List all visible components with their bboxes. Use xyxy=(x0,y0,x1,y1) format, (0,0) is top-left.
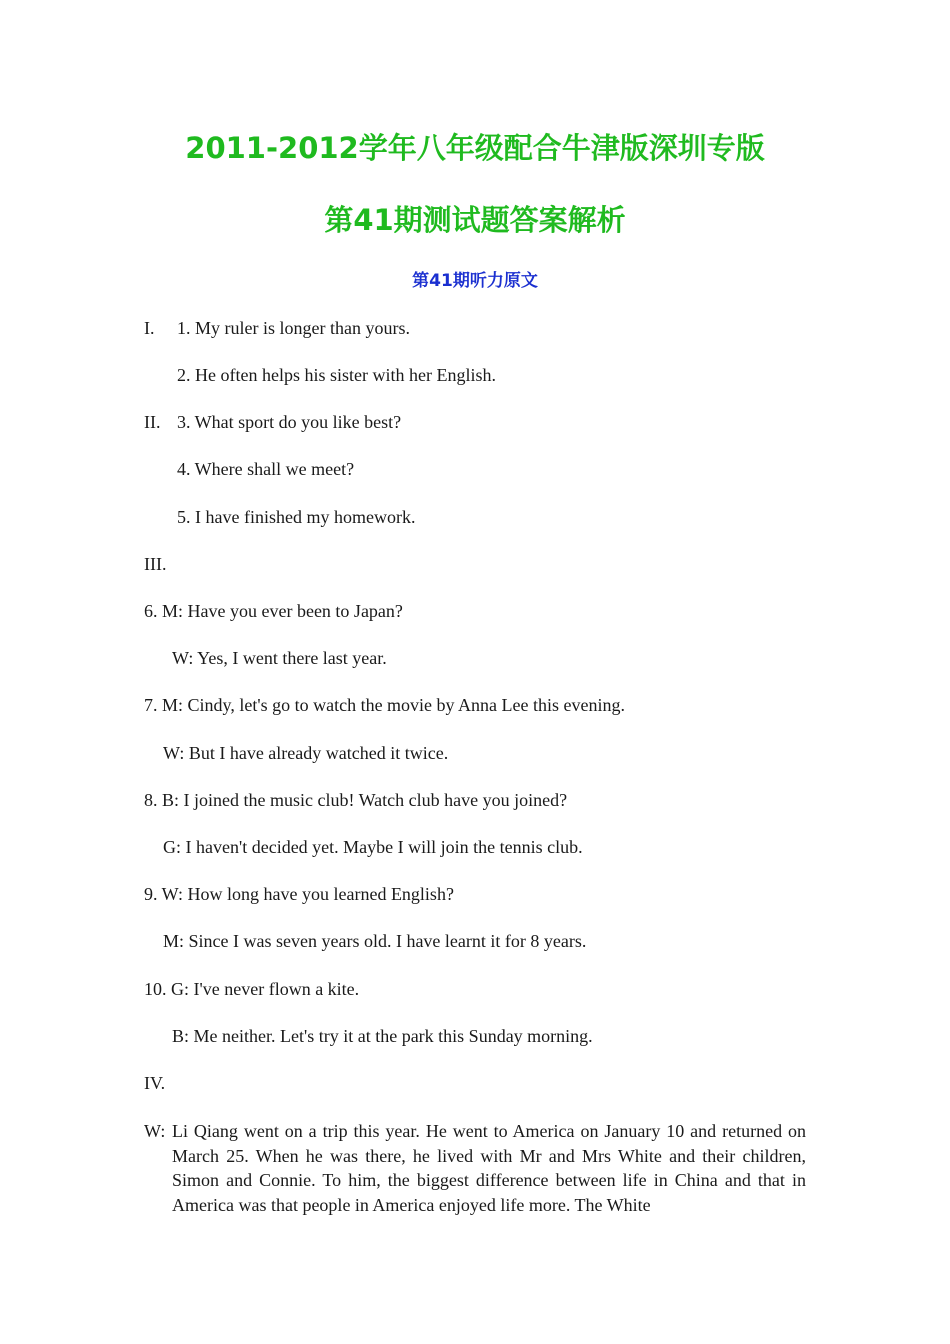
dialogue-line: 9. W: How long have you learned English? xyxy=(144,884,454,904)
document-title-line-1: 2011-2012学年八年级配合牛津版深圳专版 xyxy=(185,131,765,165)
section-numeral-4: IV. xyxy=(144,1073,166,1093)
sentence-item: 4. Where shall we meet? xyxy=(177,459,355,479)
dialogue-reply: M: Since I was seven years old. I have learnt it for 8 years. xyxy=(163,931,587,951)
sentence-item: 3. What sport do you like best? xyxy=(177,412,402,432)
dialogue-line: 6. M: Have you ever been to Japan? xyxy=(144,601,403,621)
dialogue-line: 7. M: Cindy, let's go to watch the movie by Anna Lee this evening. xyxy=(144,695,625,715)
dialogue-reply: B: Me neither. Let's try it at the park this Sunday morning. xyxy=(172,1026,593,1046)
section-numeral-3: III. xyxy=(144,554,167,574)
section-numeral-2: II. xyxy=(144,412,161,432)
section-numeral-1: I. xyxy=(144,318,155,338)
passage-text: Li Qiang went on a trip this year. He went to America on January 10 and returned on March 25. When he was there, he lived with Mr and Mrs White and their children, Simon and Connie. To him, the biggest difference between life in China and that in America was that people in America enjoyed life more. The White xyxy=(172,1121,806,1215)
dialogue-reply: W: But I have already watched it twice. xyxy=(163,743,449,763)
dialogue-line: 10. G: I've never flown a kite. xyxy=(144,979,360,999)
dialogue-reply: W: Yes, I went there last year. xyxy=(172,648,387,668)
sentence-item: 2. He often helps his sister with her English. xyxy=(177,365,496,385)
listening-script-heading: 第41期听力原文 xyxy=(412,271,538,291)
sentence-item: 5. I have finished my homework. xyxy=(177,507,416,527)
passage-speaker: W: xyxy=(144,1121,166,1141)
document-title-line-2: 第41期测试题答案解析 xyxy=(324,203,626,237)
dialogue-reply: G: I haven't decided yet. Maybe I will join the tennis club. xyxy=(163,837,583,857)
passage-paragraph xyxy=(144,1119,806,1217)
dialogue-line: 8. B: I joined the music club! Watch club have you joined? xyxy=(144,790,568,810)
sentence-item: 1. My ruler is longer than yours. xyxy=(177,318,410,338)
